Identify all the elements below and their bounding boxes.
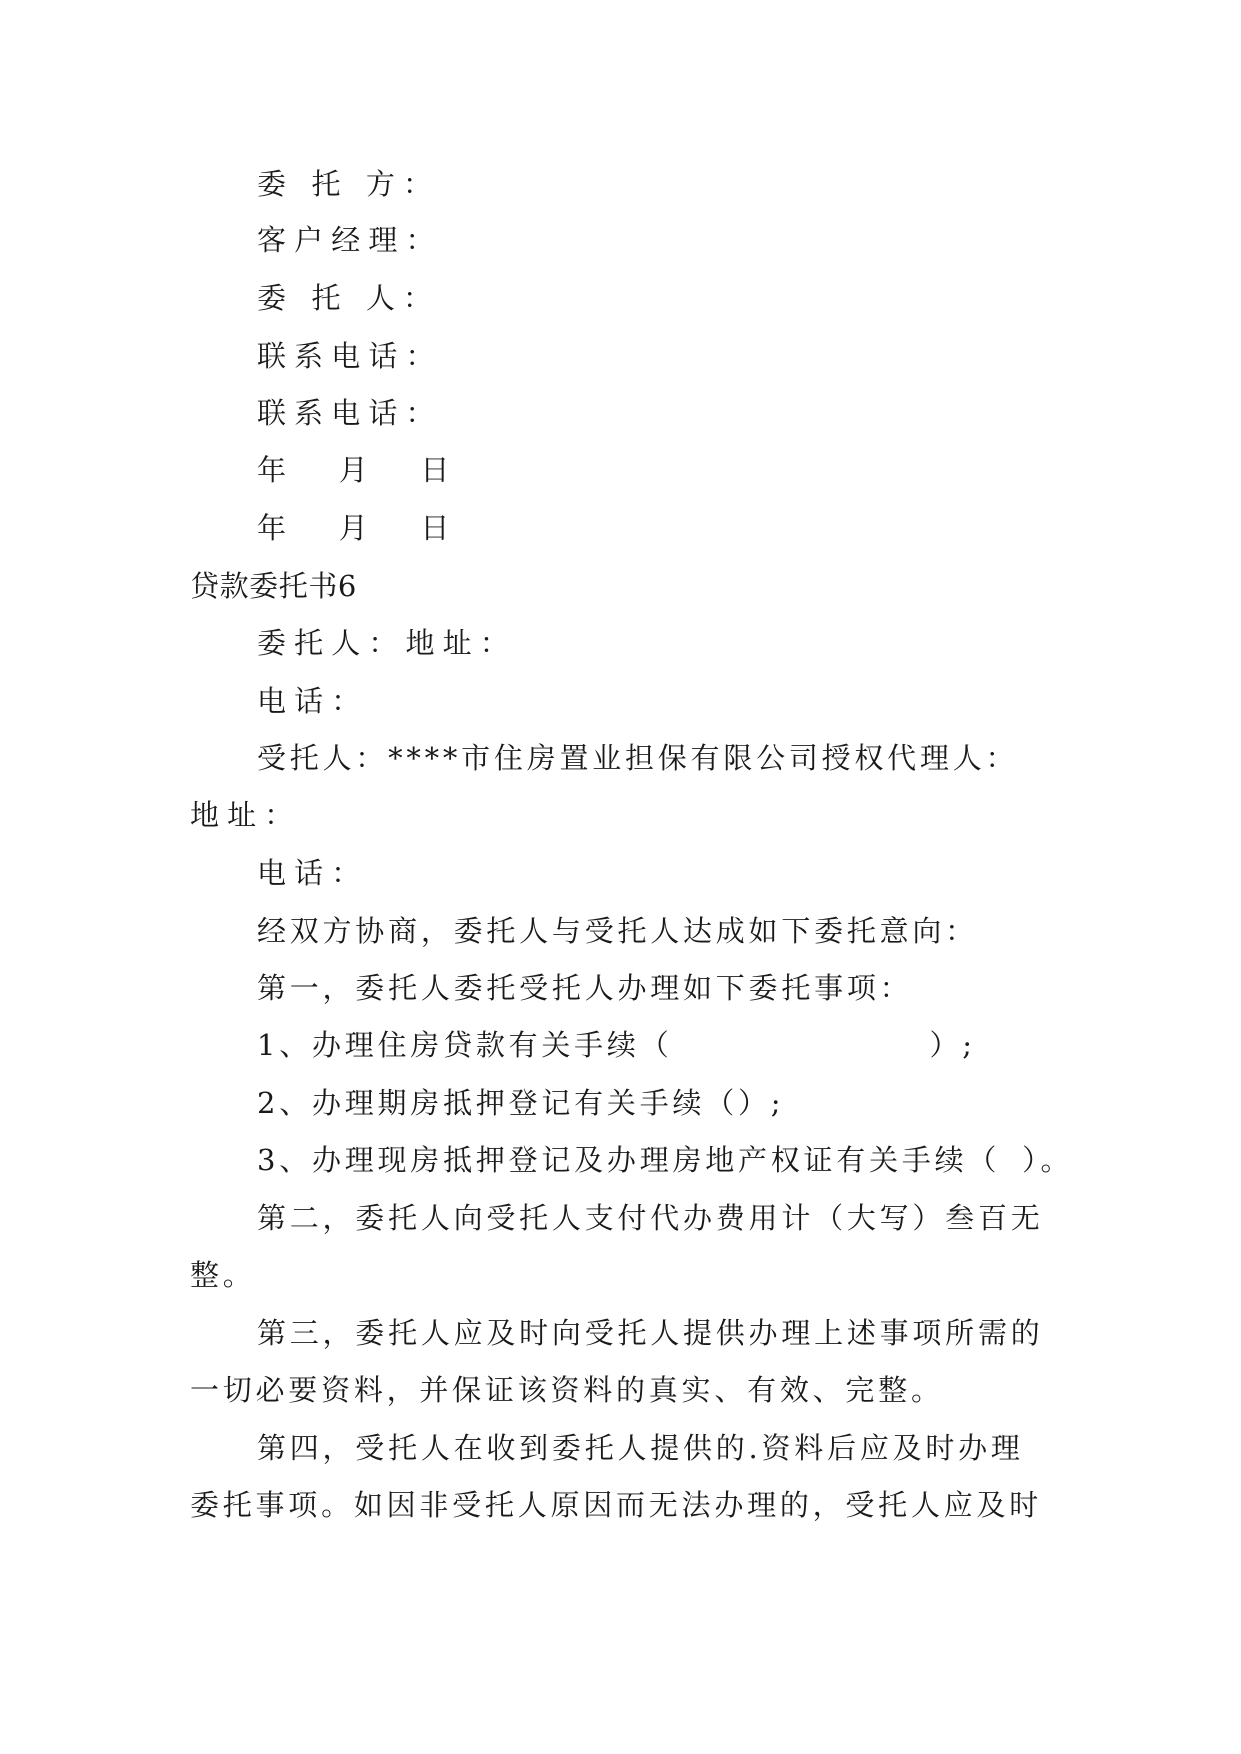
intro-paragraph: 经双方协商，委托人与受托人达成如下委托意向： [257,914,978,948]
date-line-1: 年 月 日 [257,453,472,487]
agent-address-line: 地址： [190,798,302,832]
clause-1-heading: 第一，委托人委托受托人办理如下委托事项： [257,971,913,1005]
principal-phone-line: 电话： [257,684,369,718]
clause-3-line-1: 第三，委托人应及时向受托人提供办理上述事项所需的 [257,1316,1044,1350]
clause-4-line-1: 第四，受托人在收到委托人提供的.资料后应及时办理 [257,1431,1024,1465]
item-1-close: ）; [929,1028,976,1062]
item-3-text: 3、办理现房抵押登记及办理房地产权证有关手续（ [257,1143,1001,1177]
item-1 [257,1025,976,1065]
account-manager-label: 客户经理： [257,223,443,257]
clause-3-line-2: 一切必要资料，并保证该资料的真实、有效、完整。 [190,1373,944,1407]
date-line-2: 年 月 日 [257,511,472,545]
agent-phone-line: 电话： [257,856,369,890]
item-3-close: ）。 [1022,1143,1074,1177]
principal-address-line: 委托人：地址： [257,626,517,660]
agent-line: 受托人：****市住房置业担保有限公司授权代理人： [257,741,1019,775]
item-2: 2、办理期房抵押登记有关手续（）; [257,1086,785,1120]
item-1-text: 1、办理住房贷款有关手续（ [257,1028,673,1062]
clause-2-line-2: 整。 [190,1258,256,1292]
clause-2-line-1: 第二，委托人向受托人支付代办费用计（大写）叁百无 [257,1201,1044,1235]
clause-4-line-2: 委托事项。如因非受托人原因而无法办理的，受托人应及时 [190,1488,1043,1522]
entrusting-party-label: 委 托 方： [257,167,441,201]
section-title: 贷款委托书6 [190,569,357,603]
item-3 [257,1140,1073,1180]
entrustor-label: 委 托 人： [257,281,441,315]
phone-label-1: 联系电话： [257,339,443,373]
phone-label-2: 联系电话： [257,396,443,430]
